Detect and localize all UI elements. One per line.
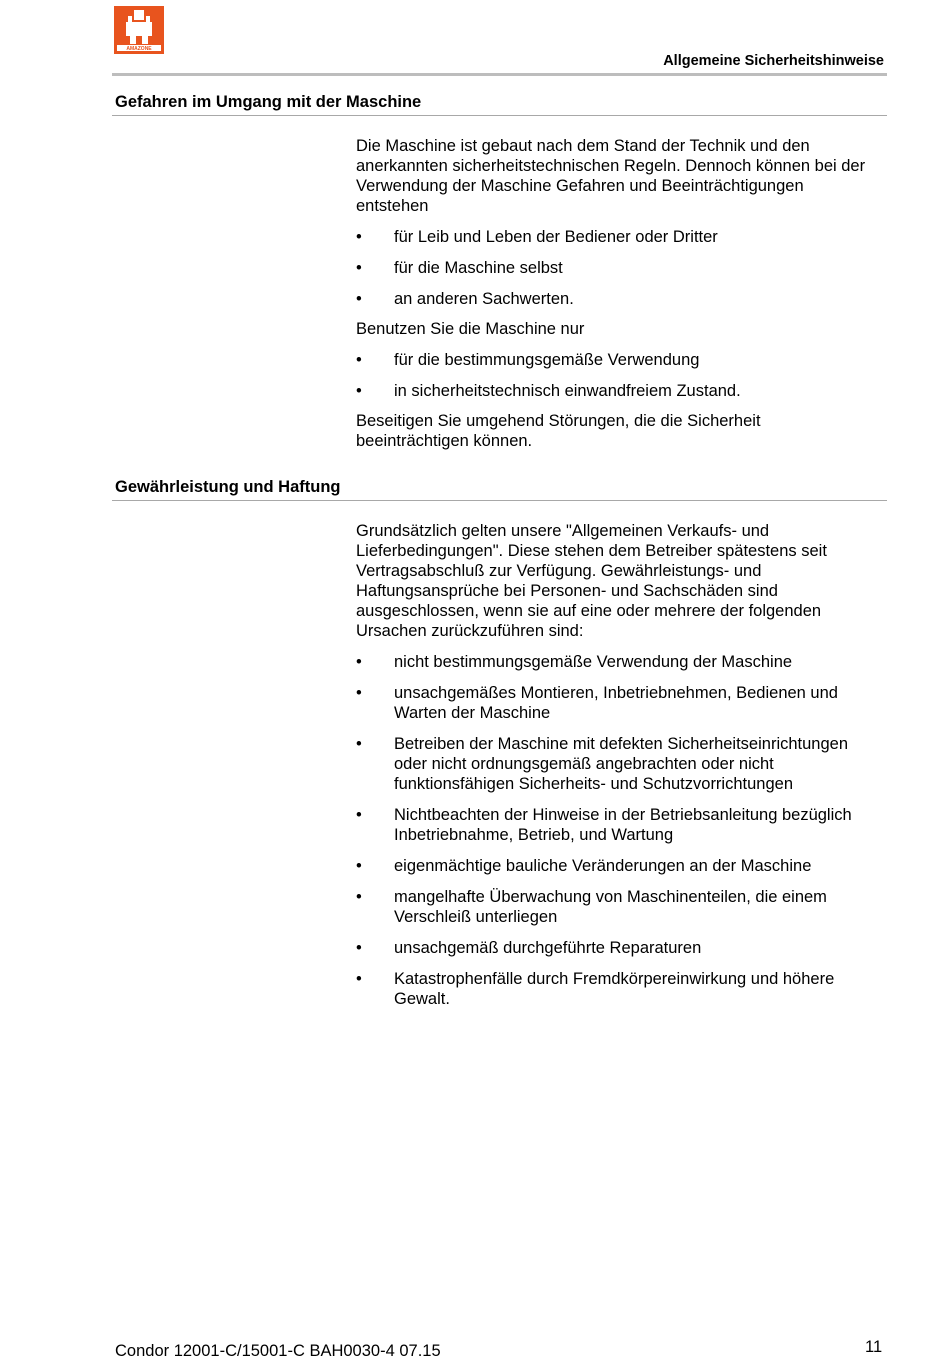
bullet-icon: • bbox=[356, 806, 362, 824]
paragraph-intro: Die Maschine ist gebaut nach dem Stand der Technik und den anerkannten sicherheitstechnischen Regeln. Dennoch können bei der Verwendung der Maschine Gefahren und Beeinträchtigungen entstehen bbox=[356, 137, 866, 215]
section-divider bbox=[112, 115, 887, 116]
list-item: • Katastrophenfälle durch Fremdkörpereinwirkung und höhere Gewalt. bbox=[356, 970, 835, 1008]
header-title: Allgemeine Sicherheitshinweise bbox=[663, 53, 884, 69]
bullet-icon: • bbox=[356, 382, 362, 400]
list-item: • für die bestimmungsgemäße Verwendung bbox=[356, 351, 700, 369]
bullet-list bbox=[356, 227, 876, 309]
section-divider bbox=[112, 500, 887, 501]
paragraph-closing: Beseitigen Sie umgehend Störungen, die die Sicherheit beeinträchtigen können. bbox=[356, 412, 761, 450]
header-divider bbox=[112, 73, 887, 76]
svg-text:AMAZONE: AMAZONE bbox=[126, 46, 152, 53]
list-item: • Nichtbeachten der Hinweise in der Betriebsanleitung bezüglich Inbetriebnahme, Betrieb, und Wartung bbox=[356, 806, 852, 844]
bullet-icon: • bbox=[356, 290, 362, 308]
bullet-icon: • bbox=[356, 653, 362, 671]
list-item: • unsachgemäß durchgeführte Reparaturen bbox=[356, 939, 702, 957]
section-heading-warranty: Gewährleistung und Haftung bbox=[115, 478, 341, 496]
bullet-icon: • bbox=[356, 228, 362, 246]
section-body-dangers bbox=[356, 136, 876, 451]
bullet-icon: • bbox=[356, 939, 362, 957]
section-body-warranty bbox=[356, 521, 876, 1009]
list-item: • eigenmächtige bauliche Veränderungen an der Maschine bbox=[356, 857, 812, 875]
paragraph-intro: Grundsätzlich gelten unsere "Allgemeinen Verkaufs- und Lieferbedingungen". Diese stehen dem Betreiber spätestens seit Vertragsabschluß zur Verfügung. Gewährleistungs- und Haftungsansprüche bei Personen- und Sachschäden sind ausgeschlossen, wenn sie auf eine oder mehrere der folgenden Ursachen zurückzuführen sind: bbox=[356, 522, 827, 640]
bullet-icon: • bbox=[356, 259, 362, 277]
bullet-icon: • bbox=[356, 684, 362, 702]
section-heading-dangers: Gefahren im Umgang mit der Maschine bbox=[115, 93, 422, 111]
bullet-list bbox=[356, 350, 876, 401]
bullet-icon: • bbox=[356, 735, 362, 753]
list-item: • mangelhafte Überwachung von Maschinenteilen, die einem Verschleiß unterliegen bbox=[356, 888, 827, 926]
bullet-icon: • bbox=[356, 888, 362, 906]
bullet-icon: • bbox=[356, 351, 362, 369]
bullet-icon: • bbox=[356, 970, 362, 988]
list-item: • für Leib und Leben der Bediener oder Dritter bbox=[356, 228, 718, 246]
bullet-list bbox=[356, 652, 876, 1009]
page-number: 11 bbox=[865, 1338, 883, 1356]
logo-emblem-icon bbox=[114, 6, 164, 54]
list-item: • in sicherheitstechnisch einwandfreiem Zustand. bbox=[356, 382, 741, 400]
amazone-logo bbox=[114, 6, 164, 54]
paragraph-usage: Benutzen Sie die Maschine nur bbox=[356, 320, 585, 338]
footer-document-id: Condor 12001-C/15001-C BAH0030-4 07.15 bbox=[115, 1342, 441, 1360]
list-item: • für die Maschine selbst bbox=[356, 259, 563, 277]
bullet-icon: • bbox=[356, 857, 362, 875]
list-item: • unsachgemäßes Montieren, Inbetriebnehmen, Bedienen und Warten der Maschine bbox=[356, 684, 838, 722]
list-item: • nicht bestimmungsgemäße Verwendung der Maschine bbox=[356, 653, 793, 671]
list-item: • Betreiben der Maschine mit defekten Sicherheitseinrichtungen oder nicht ordnungsgemäß angebrachten oder nicht funktionsfähigen Sicherheits- und Schutzvorrichtungen bbox=[356, 735, 849, 793]
list-item: • an anderen Sachwerten. bbox=[356, 290, 574, 308]
